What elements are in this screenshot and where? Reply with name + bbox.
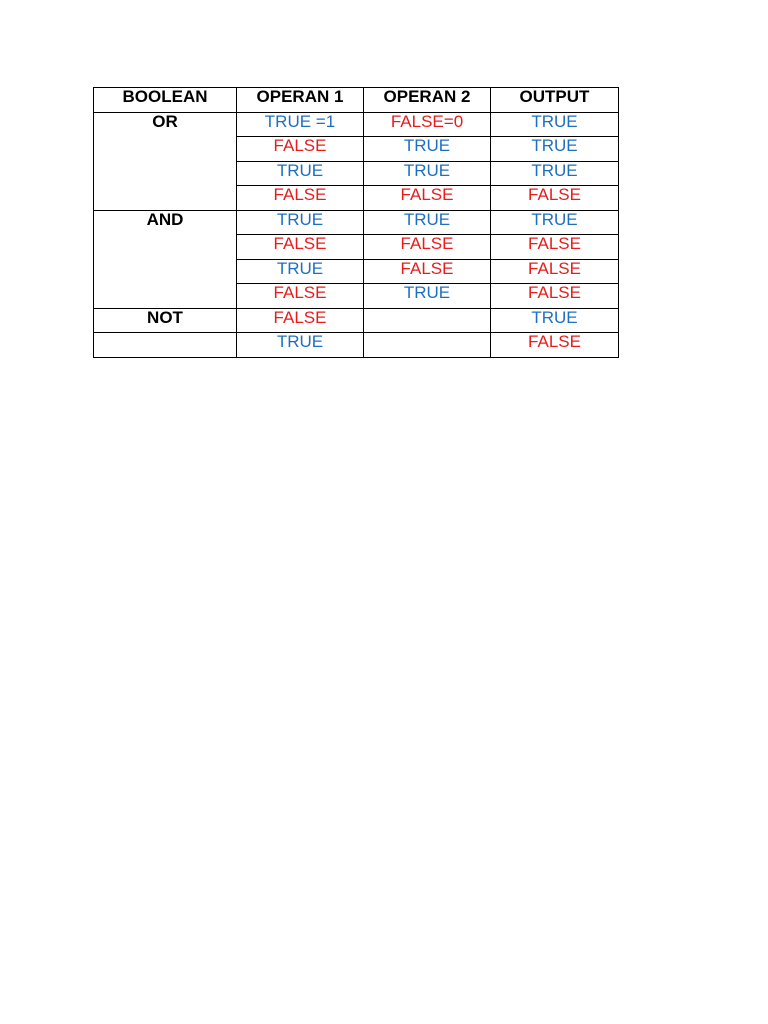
operator-cell (94, 333, 237, 358)
operan-1-cell: TRUE (237, 161, 364, 186)
operan-2-cell: TRUE (364, 137, 491, 162)
output-cell: TRUE (491, 210, 619, 235)
operan-1-cell: TRUE (237, 333, 364, 358)
output-cell: TRUE (491, 308, 619, 333)
table-row (94, 333, 619, 358)
output-cell: TRUE (491, 137, 619, 162)
output-cell: TRUE (491, 161, 619, 186)
output-cell: FALSE (491, 186, 619, 211)
header-operan-2: OPERAN 2 (364, 88, 491, 113)
operan-2-cell: TRUE (364, 210, 491, 235)
table-row (94, 210, 619, 235)
output-cell: FALSE (491, 235, 619, 260)
operan-2-cell (364, 308, 491, 333)
operan-2-cell: FALSE (364, 235, 491, 260)
header-output: OUTPUT (491, 88, 619, 113)
header-row (94, 88, 619, 113)
table-row (94, 112, 619, 137)
table-row (94, 308, 619, 333)
operan-1-cell: FALSE (237, 284, 364, 309)
operan-2-cell (364, 333, 491, 358)
table-body (94, 112, 619, 357)
operan-1-cell: FALSE (237, 308, 364, 333)
output-cell: FALSE (491, 259, 619, 284)
header-boolean: BOOLEAN (94, 88, 237, 113)
operan-1-cell: TRUE (237, 210, 364, 235)
operan-2-cell: TRUE (364, 284, 491, 309)
operator-cell: NOT (94, 308, 237, 333)
operan-1-cell: TRUE =1 (237, 112, 364, 137)
operan-1-cell: FALSE (237, 235, 364, 260)
operan-1-cell: FALSE (237, 137, 364, 162)
operator-cell: AND (94, 210, 237, 308)
operan-2-cell: TRUE (364, 161, 491, 186)
output-cell: FALSE (491, 284, 619, 309)
output-cell: FALSE (491, 333, 619, 358)
header-operan-1: OPERAN 1 (237, 88, 364, 113)
truth-table (93, 87, 619, 358)
operan-2-cell: FALSE=0 (364, 112, 491, 137)
output-cell: TRUE (491, 112, 619, 137)
operan-2-cell: FALSE (364, 259, 491, 284)
operator-cell: OR (94, 112, 237, 210)
operan-1-cell: TRUE (237, 259, 364, 284)
operan-1-cell: FALSE (237, 186, 364, 211)
operan-2-cell: FALSE (364, 186, 491, 211)
